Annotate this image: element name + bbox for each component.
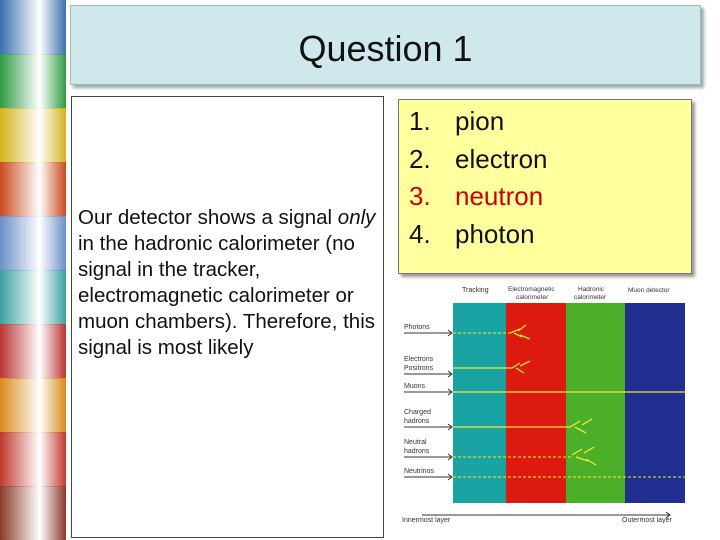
answers-panel	[398, 99, 692, 274]
answer-number: 2.	[409, 144, 431, 174]
row-photons: Photons	[404, 324, 430, 331]
column-hadronic-sub: calorimeter	[574, 294, 607, 301]
column-em-sub: calorimeter	[516, 294, 549, 301]
question-text	[78, 205, 380, 361]
slide-title: Question 1	[298, 28, 473, 69]
row-neutral: Neutral	[404, 439, 427, 446]
decorative-strip	[0, 0, 66, 540]
row-charged: Charged	[404, 409, 431, 416]
answer-text: electron	[455, 144, 548, 174]
title-bar	[70, 5, 701, 85]
answer-option-2[interactable]	[409, 140, 548, 178]
muon-detector-band	[625, 303, 685, 503]
strip-band	[0, 162, 66, 217]
strip-band	[0, 324, 66, 379]
row-muons: Muons	[404, 383, 426, 390]
answer-option-3[interactable]	[409, 177, 543, 215]
answer-option-4[interactable]	[409, 215, 535, 253]
detector-diagram	[400, 283, 690, 528]
row-neutrinos: Neutrinos	[404, 468, 434, 475]
answer-text: photon	[455, 219, 535, 249]
strip-band	[0, 0, 66, 55]
answer-text: pion	[455, 106, 505, 136]
question-panel	[71, 96, 384, 538]
hadronic-calorimeter-band	[566, 303, 625, 503]
row-positrons: Positrons	[404, 365, 434, 372]
column-muon: Muon detector	[628, 287, 670, 294]
column-em: Electromagnetic	[508, 286, 555, 293]
strip-band	[0, 432, 66, 487]
question-text-end: in the hadronic calorimeter (no signal in the tracker, electromagnetic calorimeter or muon chambers). Therefore, this signal is most likely	[78, 232, 375, 359]
answer-text: neutron	[455, 181, 544, 211]
answer-number: 4.	[409, 219, 431, 249]
strip-band	[0, 378, 66, 433]
column-tracking: Tracking	[462, 287, 489, 294]
row-electrons: Electrons	[404, 356, 434, 363]
strip-band	[0, 54, 66, 109]
column-hadronic: Hadronic	[578, 286, 605, 293]
answer-number: 3.	[409, 181, 431, 211]
answer-number: 1.	[409, 106, 431, 136]
question-emphasis: only	[337, 206, 376, 229]
strip-band	[0, 216, 66, 271]
row-neutral-sub: hadrons	[404, 448, 430, 455]
row-charged-sub: hadrons	[404, 418, 430, 425]
outermost-label: Outermost layer	[622, 517, 672, 524]
innermost-label: Innermost layer	[402, 517, 451, 524]
strip-band	[0, 108, 66, 163]
answer-option-1[interactable]	[409, 102, 504, 140]
question-text-start: Our detector shows a signal	[78, 206, 338, 229]
strip-band	[0, 270, 66, 325]
strip-band	[0, 486, 66, 540]
